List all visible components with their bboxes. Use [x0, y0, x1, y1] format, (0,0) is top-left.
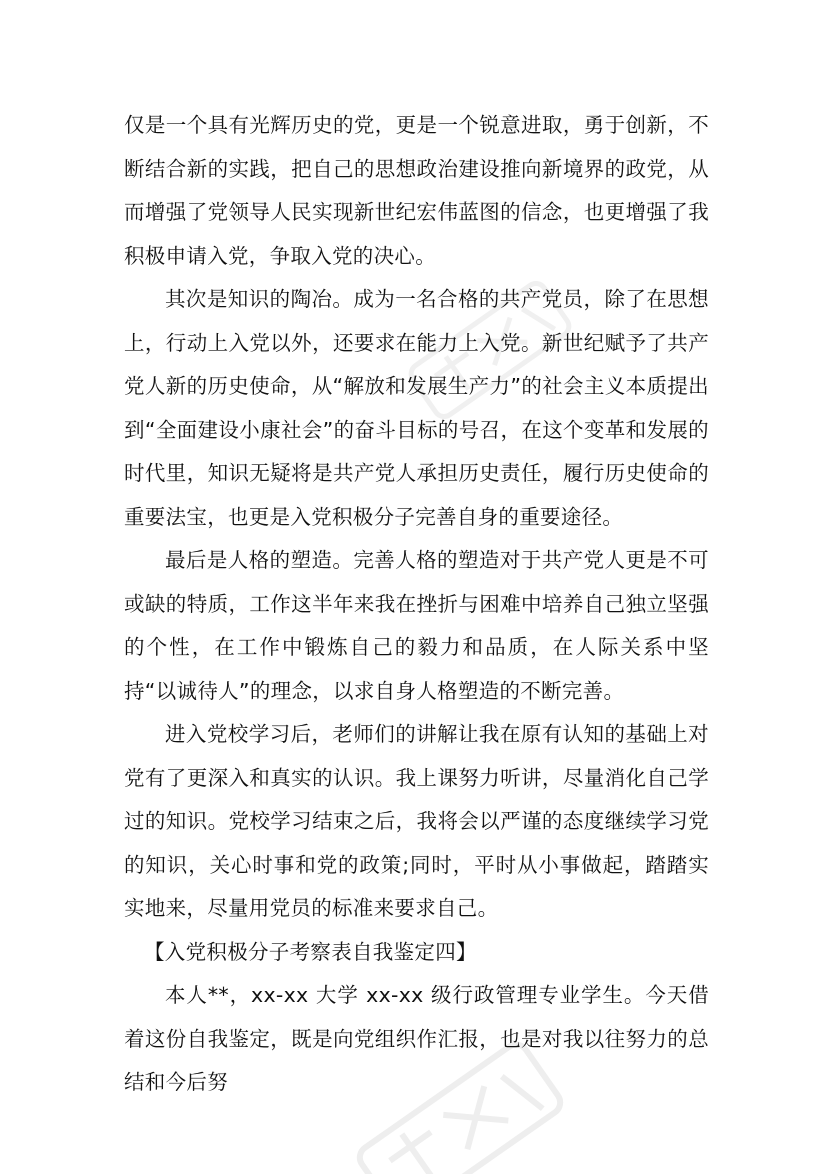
paragraph-knowledge: 其次是知识的陶冶。成为一名合格的共产党员，除了在思想上，行动上入党以外，还要求在能力上入党。新世纪赋予了共产党人新的历史使命，从“解放和发展生产力”的社会主义本质提出到“全面建设小康社会”的奋斗目标的号召，在这个变革和发展的时代里，知识无疑将是共产党人承担历史责任，履行历史使命的重要法宝，也更是入党积极分子完善自身的重要途径。 [124, 287, 709, 529]
document-body [124, 104, 709, 1105]
section-heading: 【入党积极分子考察表自我鉴定四】 [144, 939, 477, 964]
paragraph-continuation: 仅是一个具有光辉历史的党，更是一个锐意进取，勇于创新，不断结合新的实践，把自己的思想政治建设推向新境界的政党，从而增强了党领导人民实现新世纪宏伟蓝图的信念，也更增强了我积极申请入党，争取入党的决心。 [124, 113, 709, 268]
paragraph-self-intro: 本人**，xx-xx 大学 xx-xx 级行政管理专业学生。今天借着这份自我鉴定，既是向党组织作汇报，也是对我以往努力的总结和今后努 [124, 983, 709, 1094]
paragraph-party-school: 进入党校学习后，老师们的讲解让我在原有认知的基础上对党有了更深入和真实的认识。我上课努力听讲，尽量消化自己学过的知识。党校学习结束之后，我将会以严谨的态度继续学习党的知识，关心时事和党的政策;同时，平时从小事做起，踏踏实实地来，尽量用党员的标准来要求自己。 [124, 722, 709, 920]
paragraph-personality: 最后是人格的塑造。完善人格的塑造对于共产党人更是不可或缺的特质，工作这半年来我在挫折与困难中培养自己独立坚强的个性，在工作中锻炼自己的毅力和品质，在人际关系中坚持“以诚待人”的理念，以求自身人格塑造的不断完善。 [124, 548, 709, 703]
